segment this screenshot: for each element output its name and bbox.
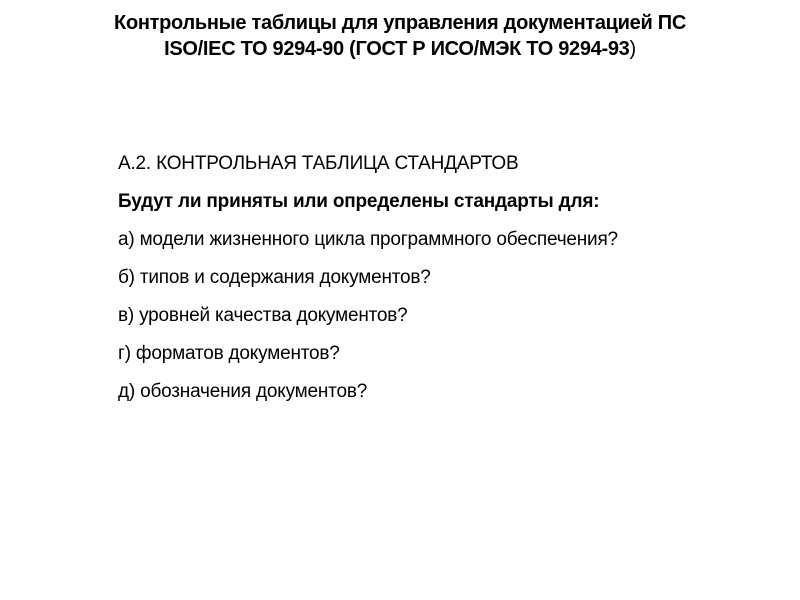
list-item: а) модели жизненного цикла программного обеспечения? — [118, 229, 618, 250]
list-item: д) обозначения документов? — [118, 381, 368, 402]
slide-title — [0, 10, 800, 62]
title-line-2 — [0, 36, 800, 62]
list-item: г) форматов документов? — [118, 343, 340, 364]
title-line-2-paren: ) — [629, 38, 636, 60]
slide-content — [118, 145, 778, 411]
section-heading: А.2. КОНТРОЛЬНАЯ ТАБЛИЦА СТАНДАРТОВ — [118, 153, 519, 174]
title-line-1: Контрольные таблицы для управления документацией ПС — [114, 12, 686, 34]
title-line-2-text: ISO/IEC ТО 9294-90 (ГОСТ Р ИСО/МЭК ТО 9294-93 — [164, 38, 630, 60]
list-item: в) уровней качества документов? — [118, 305, 408, 326]
list-item: б) типов и содержания документов? — [118, 267, 431, 288]
question-text: Будут ли приняты или определены стандарты для: — [118, 191, 600, 212]
